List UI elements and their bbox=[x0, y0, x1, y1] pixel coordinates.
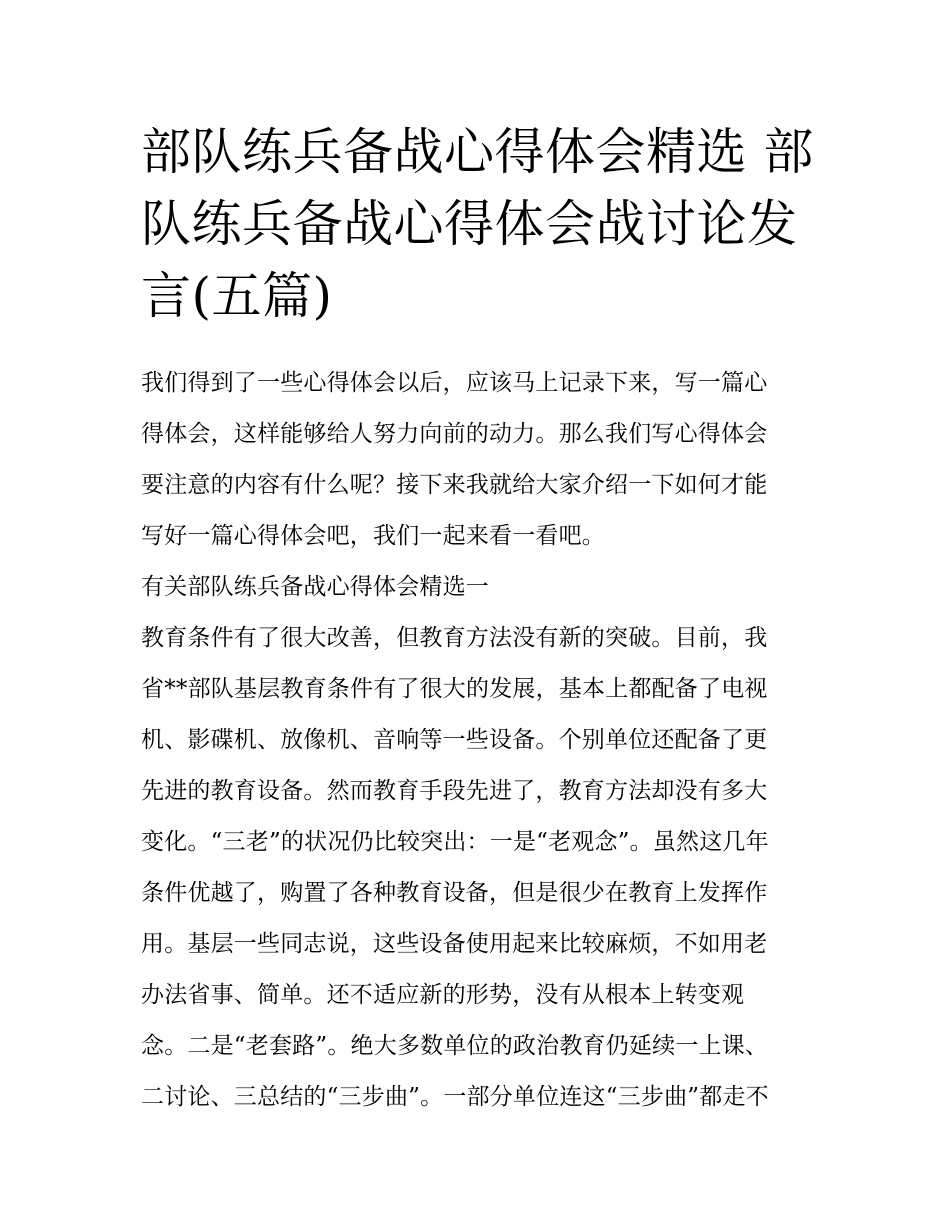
body-line: 用。基层一些同志说，这些设备使用起来比较麻烦，不如用老 bbox=[141, 931, 768, 957]
title-line: 队练兵备战心得体会战讨论发 bbox=[141, 195, 798, 253]
body-line: 变化。“三老”的状况仍比较突出：一是“老观念”。虽然这几年 bbox=[141, 829, 769, 855]
body-line: 条件优越了，购置了各种教育设备，但是很少在教育上发挥作 bbox=[141, 880, 768, 906]
section-heading: 有关部队练兵备战心得体会精选一 bbox=[141, 574, 489, 600]
body-line: 先进的教育设备。然而教育手段先进了，教育方法却没有多大 bbox=[141, 778, 768, 804]
body-line: 二讨论、三总结的“三步曲”。一部分单位连这“三步曲”都走不 bbox=[141, 1084, 769, 1110]
body-line: 机、影碟机、放像机、音响等一些设备。个别单位还配备了更 bbox=[141, 727, 768, 753]
body-line: 办法省事、简单。还不适应新的形势，没有从根本上转变观 bbox=[141, 982, 745, 1008]
intro-line: 写好一篇心得体会吧，我们一起来看一看吧。 bbox=[141, 523, 605, 549]
title-line: 部队练兵备战心得体会精选 部 bbox=[141, 123, 814, 181]
body-line: 念。二是“老套路”。绝大多数单位的政治教育仍延续一上课、 bbox=[141, 1033, 769, 1059]
intro-line: 我们得到了一些心得体会以后，应该马上记录下来，写一篇心 bbox=[141, 370, 768, 396]
document-title bbox=[141, 116, 821, 332]
body-line: 省**部队基层教育条件有了很大的发展，基本上都配备了电视 bbox=[141, 676, 768, 702]
intro-line: 得体会，这样能够给人努力向前的动力。那么我们写心得体会 bbox=[141, 421, 768, 447]
body-line: 教育条件有了很大改善，但教育方法没有新的突破。目前，我 bbox=[141, 625, 768, 651]
intro-line: 要注意的内容有什么呢？接下来我就给大家介绍一下如何才能 bbox=[141, 472, 768, 498]
title-line: 言(五篇) bbox=[141, 267, 333, 325]
document-body bbox=[141, 358, 821, 1123]
